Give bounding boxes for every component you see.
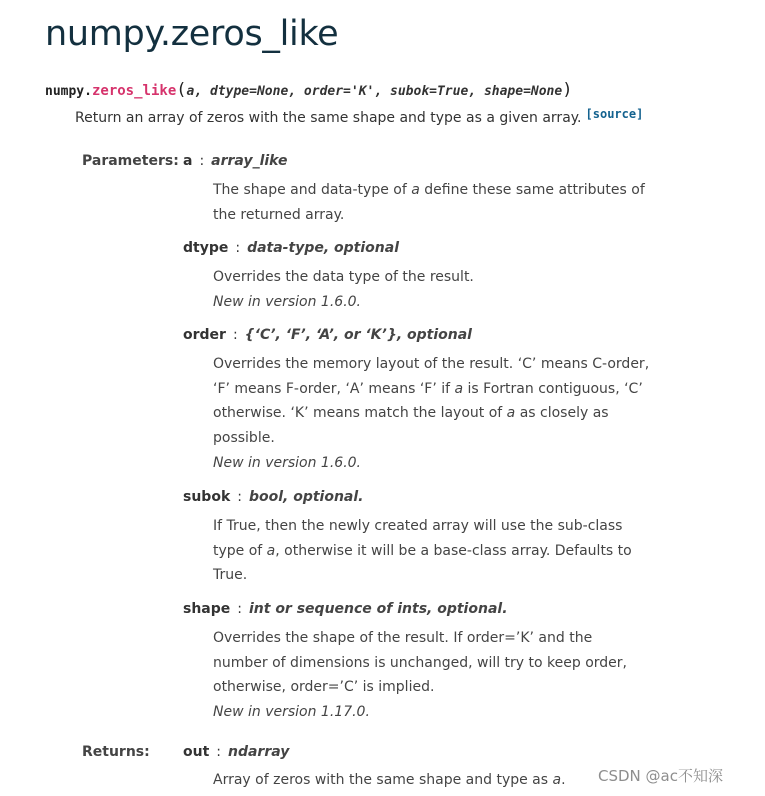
summary-text: Return an array of zeros with the same shape and type as a given array. <box>75 110 582 126</box>
param-dtype-description: Overrides the data type of the result. New in version 1.6.0. <box>213 265 653 314</box>
page-title: numpy.zeros_like <box>45 14 339 54</box>
param-name: a <box>183 153 193 169</box>
param-dtype: dtype : data-type, optional <box>183 240 399 256</box>
watermark: CSDN @ac不知深 <box>598 767 723 785</box>
signature-module: numpy. <box>45 84 92 99</box>
param-type: bool, optional. <box>248 489 364 505</box>
version-note: New in version 1.6.0. <box>213 454 361 471</box>
signature-function-name: zeros_like <box>91 83 177 99</box>
param-type: data-type, optional <box>247 240 399 256</box>
signature-arg: a, <box>186 84 210 99</box>
version-note: New in version 1.17.0. <box>213 704 370 721</box>
param-type: array_like <box>211 153 288 169</box>
param-name: out <box>183 744 210 760</box>
parameters-label: Parameters: <box>82 153 179 169</box>
param-a-description: The shape and data-type of a define these same attributes of the returned array. <box>213 182 645 223</box>
param-subok: subok : bool, optional. <box>183 489 364 505</box>
param-name: dtype <box>183 240 229 256</box>
param-order: order : {‘C’, ‘F’, ‘A’, or ‘K’}, optional <box>183 327 472 343</box>
signature-close-paren: ) <box>562 80 573 100</box>
returns-label: Returns: <box>82 744 150 760</box>
version-note: New in version 1.6.0. <box>213 293 361 310</box>
param-name: shape <box>183 601 231 617</box>
param-name: subok <box>183 489 231 505</box>
param-type: ndarray <box>228 744 290 760</box>
signature-arg: order='K', <box>303 84 391 99</box>
param-type: {‘C’, ‘F’, ‘A’, or ‘K’}, optional <box>244 327 472 343</box>
param-subok-description: If True, then the newly created array will use the sub-class type of a, otherwise it will be a base-class array. Defaults to True. <box>213 518 632 584</box>
signature-arg: shape=None <box>483 84 563 99</box>
signature-arg: subok=True, <box>390 84 484 99</box>
source-link[interactable]: [source] <box>585 107 644 121</box>
summary <box>75 107 644 126</box>
signature-arg: dtype=None, <box>210 84 304 99</box>
param-a: a : array_like <box>183 153 288 169</box>
param-order-description: Overrides the memory layout of the result. ‘C’ means C-order, ‘F’ means F-order, ‘A’ means ‘F’ if a is Fortran contiguous, ‘C’ otherwise. ‘K’ means match the layout of a as closely as possible. New in version 1.6.0. <box>213 352 653 476</box>
param-shape: shape : int or sequence of ints, optional. <box>183 601 508 617</box>
return-out: out : ndarray <box>183 744 290 760</box>
param-name: order <box>183 327 226 343</box>
signature-open-paren: ( <box>176 80 187 100</box>
function-signature <box>45 80 572 100</box>
return-out-description: Array of zeros with the same shape and type as a. <box>213 772 566 788</box>
param-type: int or sequence of ints, optional. <box>248 601 508 617</box>
param-shape-description: Overrides the shape of the result. If order=’K’ and the number of dimensions is unchanged, will try to keep order, otherwise, order=’C’ is implied. New in version 1.17.0. <box>213 626 653 725</box>
